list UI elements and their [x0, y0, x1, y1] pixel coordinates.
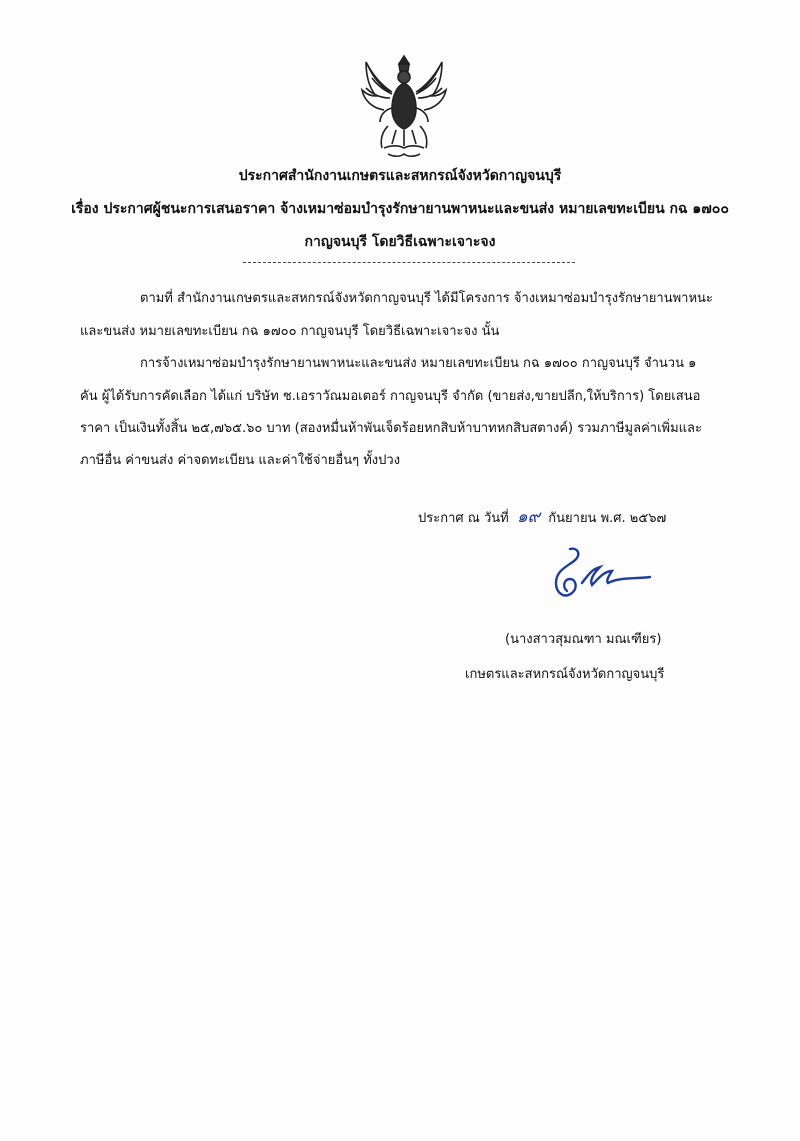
announcement-subject-continued: กาญจนบุรี โดยวิธีเฉพาะเจาะจง [304, 234, 496, 250]
signature-icon [548, 545, 678, 615]
date-suffix: กันยายน พ.ศ. ๒๕๖๗ [548, 511, 667, 526]
announcement-title: ประกาศสำนักงานเกษตรและสหกรณ์จังหวัดกาญจนบุรี [238, 168, 562, 184]
paragraph-2-line-4: ภาษีอื่น ค่าขนส่ง ค่าจดทะเบียน และค่าใช้จ่ายอื่นๆ ทั้งปวง [80, 453, 401, 468]
announcement-subject: เรื่อง ประกาศผู้ชนะการเสนอราคา จ้างเหมาซ่อมบำรุงรักษายานพาหนะและขนส่ง หมายเลขทะเบียน กฉ ๑๗๐๐ [71, 201, 729, 217]
paragraph-2-line-1: การจ้างเหมาซ่อมบำรุงรักษายานพาหนะและขนส่ง หมายเลขทะเบียน กฉ ๑๗๐๐ กาญจนบุรี จำนวน ๑ [140, 356, 697, 371]
announcement-date [418, 503, 666, 530]
date-day-handwritten: ๑๙ [516, 507, 541, 527]
signatory-name: (นางสาวสุมณฑา มณเฑียร) [505, 632, 662, 647]
paragraph-2-line-2: คัน ผู้ได้รับการคัดเลือก ได้แก่ บริษัท ช.เอราวัณมอเตอร์ กาญจนบุรี จำกัด (ขายส่ง,ขายปลีก,ให้บริการ) โดยเสนอ [80, 389, 701, 404]
date-prefix: ประกาศ ณ วันที่ [418, 511, 509, 526]
signatory-position: เกษตรและสหกรณ์จังหวัดกาญจนบุรี [465, 667, 665, 682]
paragraph-1-line-2: และขนส่ง หมายเลขทะเบียน กฉ ๑๗๐๐ กาญจนบุรี โดยวิธีเฉพาะเจาะจง นั้น [80, 324, 500, 339]
paragraph-2-line-3: ราคา เป็นเงินทั้งสิ้น ๒๕,๗๖๕.๖๐ บาท (สองหมื่นห้าพันเจ็ดร้อยหกสิบห้าบาทหกสิบสตางค์) รวมภาษีมูลค่าเพิ่มและ [80, 421, 702, 436]
dashed-divider [243, 262, 575, 263]
paragraph-1-line-1: ตามที่ สำนักงานเกษตรและสหกรณ์จังหวัดกาญจนบุรี ได้มีโครงการ จ้างเหมาซ่อมบำรุงรักษายานพาหนะ [140, 291, 713, 306]
garuda-emblem-icon [358, 52, 450, 160]
